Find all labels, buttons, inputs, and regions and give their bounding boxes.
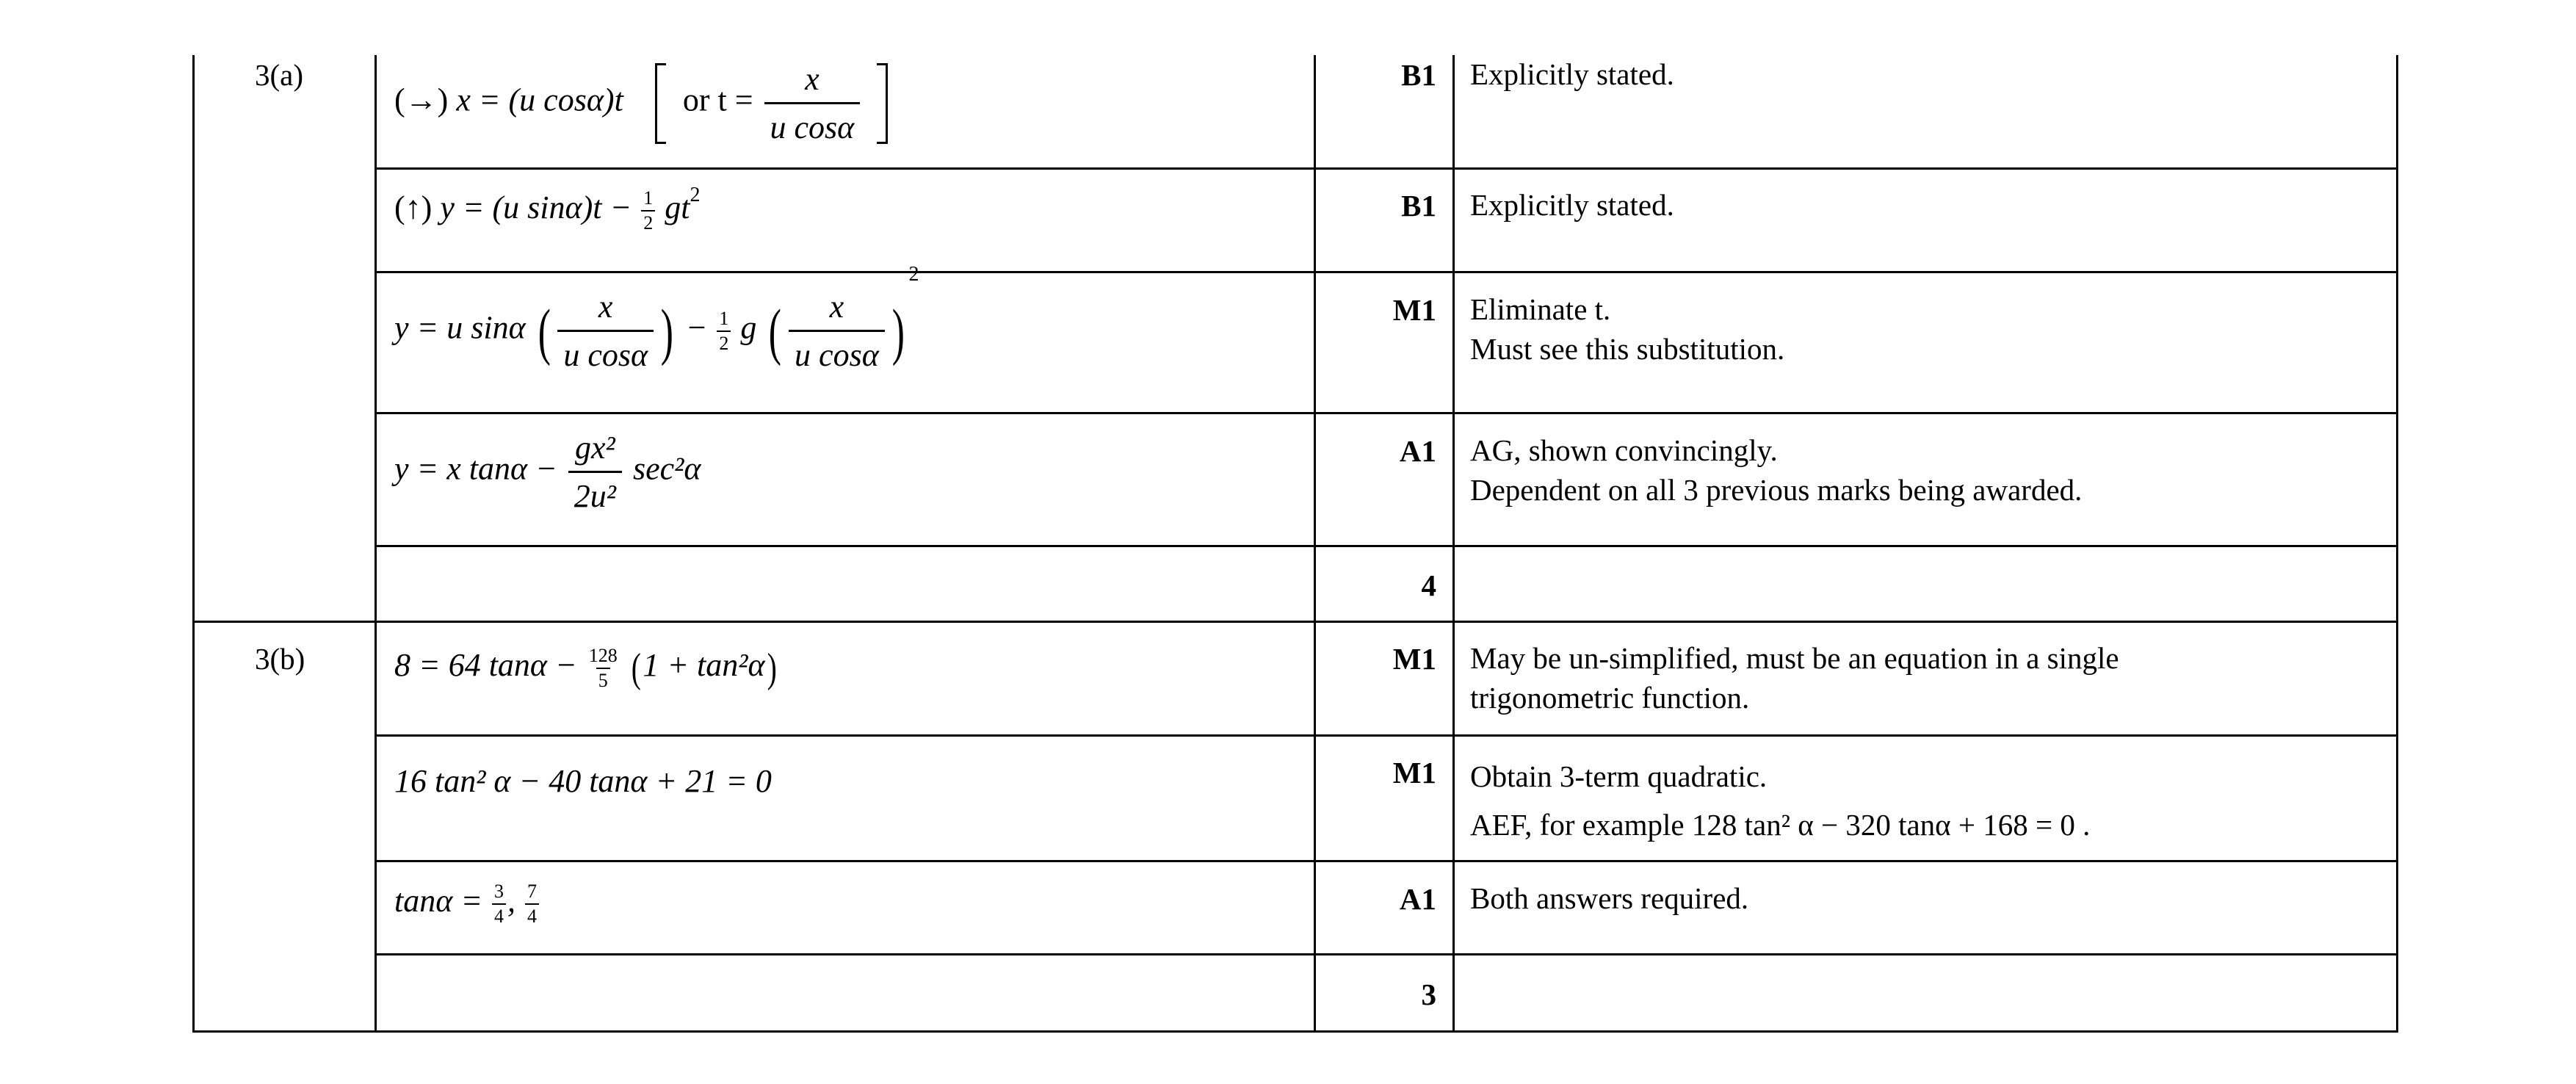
column-divider-marks bbox=[1314, 55, 1316, 1032]
mark-code: M1 bbox=[1392, 642, 1436, 676]
question-number: 3(b) bbox=[255, 642, 305, 676]
answer-expression: tanα = $\frac{3}{4}$ , $\frac{7}{4}$ bbox=[394, 881, 540, 927]
bracket-close bbox=[877, 63, 888, 144]
mark-total: 4 bbox=[1421, 568, 1436, 602]
row-divider bbox=[375, 953, 2398, 955]
question-divider bbox=[192, 621, 2398, 623]
guidance-text: Obtain 3-term quadratic. AEF, for example 128 tan² α − 320 tanα + 168 = 0 . bbox=[1470, 759, 2091, 842]
mark-code: M1 bbox=[1392, 756, 1436, 789]
answer-expression: (→) x = (u cosα)t or t = $\frac{x}{\text{u cosα}}$ bbox=[394, 60, 888, 146]
guidance-text: AG, shown convincingly. Dependent on all 3 previous marks being awarded. bbox=[1470, 433, 2083, 507]
mark-code: B1 bbox=[1401, 189, 1436, 223]
column-divider-guidance bbox=[1452, 55, 1455, 1032]
answer-expression: y = u sinα ( $\frac{x}{\text{u cosα}}$ ) − $\frac{1}{2}$ g ( $\frac{x}{\text{u cosα}}$ )$^2$ bbox=[394, 263, 919, 373]
bracket-open bbox=[655, 63, 666, 144]
row-divider bbox=[375, 167, 2398, 170]
row-divider bbox=[375, 860, 2398, 862]
guidance-text: May be un-simplified, must be an equation in a single trigonometric function. bbox=[1470, 641, 2119, 715]
mark-total: 3 bbox=[1421, 978, 1436, 1011]
question-number: 3(a) bbox=[255, 58, 304, 92]
mark-code: B1 bbox=[1401, 58, 1436, 92]
table-border-left bbox=[192, 55, 195, 1032]
row-divider bbox=[375, 734, 2398, 737]
column-divider-answer bbox=[375, 55, 377, 1032]
answer-expression: 16 tan² α − 40 tanα + 21 = 0 bbox=[394, 763, 772, 799]
guidance-text: Explicitly stated. bbox=[1470, 188, 1674, 222]
table-border-right bbox=[2396, 55, 2398, 1032]
guidance-text: Explicitly stated. bbox=[1470, 57, 1674, 91]
answer-expression: (↑) y = (u sinα)t − $\frac{1}{2}$ $gt^2$ bbox=[394, 184, 701, 234]
guidance-text: Eliminate t. Must see this substitution. bbox=[1470, 292, 1785, 366]
row-divider bbox=[375, 545, 2398, 547]
mark-code: A1 bbox=[1399, 434, 1436, 468]
guidance-text: Both answers required. bbox=[1470, 881, 1749, 915]
table-border-bottom bbox=[192, 1030, 2398, 1033]
answer-expression: y = x tanα − $\frac{\text{gx²}}{\text{2u²}}$ sec²α bbox=[394, 430, 701, 514]
row-divider bbox=[375, 271, 2398, 273]
row-divider bbox=[375, 412, 2398, 414]
mark-code: M1 bbox=[1392, 293, 1436, 327]
mark-code: A1 bbox=[1399, 882, 1436, 916]
answer-expression: 8 = 64 tanα − $\frac{128}{5}$ (1 + tan²α) bbox=[394, 645, 777, 691]
mark-scheme-table bbox=[192, 0, 2398, 1033]
